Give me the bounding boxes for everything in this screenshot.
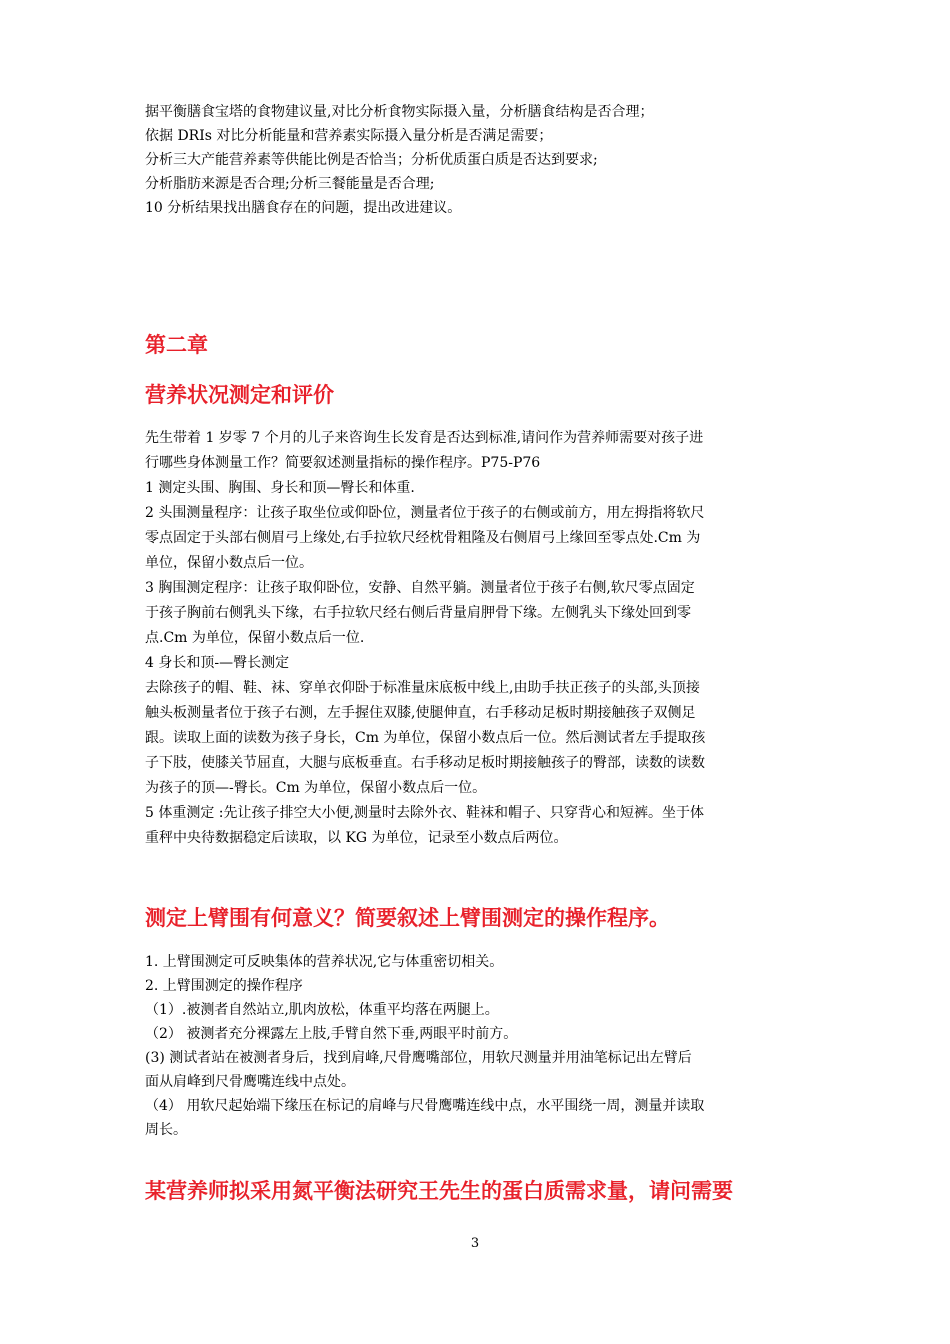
section-title: 营养状况测定和评价 <box>145 383 334 407</box>
text-line: 2 头围测量程序：让孩子取坐位或仰卧位，测量者位于孩子的右侧或前方，用左拇指将软尺 <box>145 505 705 521</box>
text-line: 3 胸围测定程序：让孩子取仰卧位，安静、自然平躺。测量者位于孩子右侧,软尺零点固定 <box>145 580 695 596</box>
text-line: （2） 被测者充分裸露左上肢,手臂自然下垂,两眼平时前方。 <box>145 1026 518 1042</box>
question-heading-nitrogen-balance: 某营养师拟采用氮平衡法研究王先生的蛋白质需求量，请问需要 <box>145 1179 733 1203</box>
chapter-heading: 第二章 <box>145 333 208 357</box>
text-line: 点.Cm 为单位，保留小数点后一位. <box>145 630 365 646</box>
text-line: 重秤中央待数据稳定后读取，以 KG 为单位，记录至小数点后两位。 <box>145 830 568 846</box>
text-line: 触头板测量者位于孩子右测，左手握住双膝,使腿伸直，右手移动足板时期接触孩子双侧足 <box>145 705 696 721</box>
page-number: 3 <box>470 1236 480 1251</box>
text-line: 单位，保留小数点后一位。 <box>145 555 313 571</box>
text-line: 4 身长和顶-—臀长测定 <box>145 655 290 671</box>
text-line: 为孩子的顶—-臀长。Cm 为单位，保留小数点后一位。 <box>145 780 487 796</box>
text-line: 子下肢，使膝关节屈直，大腿与底板垂直。右手移动足板时期接触孩子的臀部，读数的读数 <box>145 755 705 771</box>
text-line: 面从肩峰到尺骨鹰嘴连线中点处。 <box>145 1074 355 1090</box>
text-line: 跟。读取上面的读数为孩子身长，Cm 为单位，保留小数点后一位。然后测试者左手提取孩 <box>145 730 706 746</box>
text-line: 先生带着 1 岁零 7 个月的儿子来咨询生长发育是否达到标准,请问作为营养师需要对孩子进 <box>145 430 704 446</box>
text-line: （4） 用软尺起始端下缘压在标记的肩峰与尺骨鹰嘴连线中点，水平围绕一周，测量并读取 <box>145 1098 705 1114</box>
question-heading-arm-circumference: 测定上臂围有何意义？简要叙述上臂围测定的操作程序。 <box>145 906 670 930</box>
text-line: 行哪些身体测量工作？简要叙述测量指标的操作程序。P75-P76 <box>145 455 541 471</box>
intro-paragraph <box>145 100 815 220</box>
text-line: 据平衡膳食宝塔的食物建议量,对比分析食物实际摄入量，分析膳食结构是否合理； <box>145 104 654 120</box>
text-line: 10 分析结果找出膳食存在的问题，提出改进建议。 <box>145 200 462 216</box>
text-line: 分析三大产能营养素等供能比例是否恰当；分析优质蛋白质是否达到要求; <box>145 152 598 168</box>
text-line: 1 测定头围、胸围、身长和顶—臀长和体重. <box>145 480 415 496</box>
text-line: 依据 DRIs 对比分析能量和营养素实际摄入量分析是否满足需要； <box>145 128 553 144</box>
text-line: 5 体重测定 :先让孩子排空大小便,测量时去除外衣、鞋袜和帽子、只穿背心和短裤。坐于体 <box>145 805 704 821</box>
text-line: (3) 测试者站在被测者身后，找到肩峰,尺骨鹰嘴部位，用软尺测量并用油笔标记出左臂后 <box>145 1050 692 1066</box>
text-line: 去除孩子的帽、鞋、袜、穿单衣仰卧于标准量床底板中线上,由助手扶正孩子的头部,头顶接 <box>145 680 700 696</box>
text-line: 分析脂肪来源是否合理;分析三餐能量是否合理; <box>145 176 435 192</box>
text-line: 于孩子胸前右侧乳头下缘，右手拉软尺经右侧后背量肩胛骨下缘。左侧乳头下缘处回到零 <box>145 605 691 621</box>
section1-body <box>145 426 815 851</box>
text-line: 1. 上臂围测定可反映集体的营养状况,它与体重密切相关。 <box>145 954 504 970</box>
section2-body <box>145 950 815 1142</box>
text-line: 零点固定于头部右侧眉弓上缘处,右手拉软尺经枕骨粗隆及右侧眉弓上缘回至零点处.Cm 为 <box>145 530 701 546</box>
text-line: 2. 上臂围测定的操作程序 <box>145 978 303 994</box>
text-line: （1）.被测者自然站立,肌肉放松，体重平均落在两腿上。 <box>145 1002 499 1018</box>
text-line: 周长。 <box>145 1122 187 1138</box>
